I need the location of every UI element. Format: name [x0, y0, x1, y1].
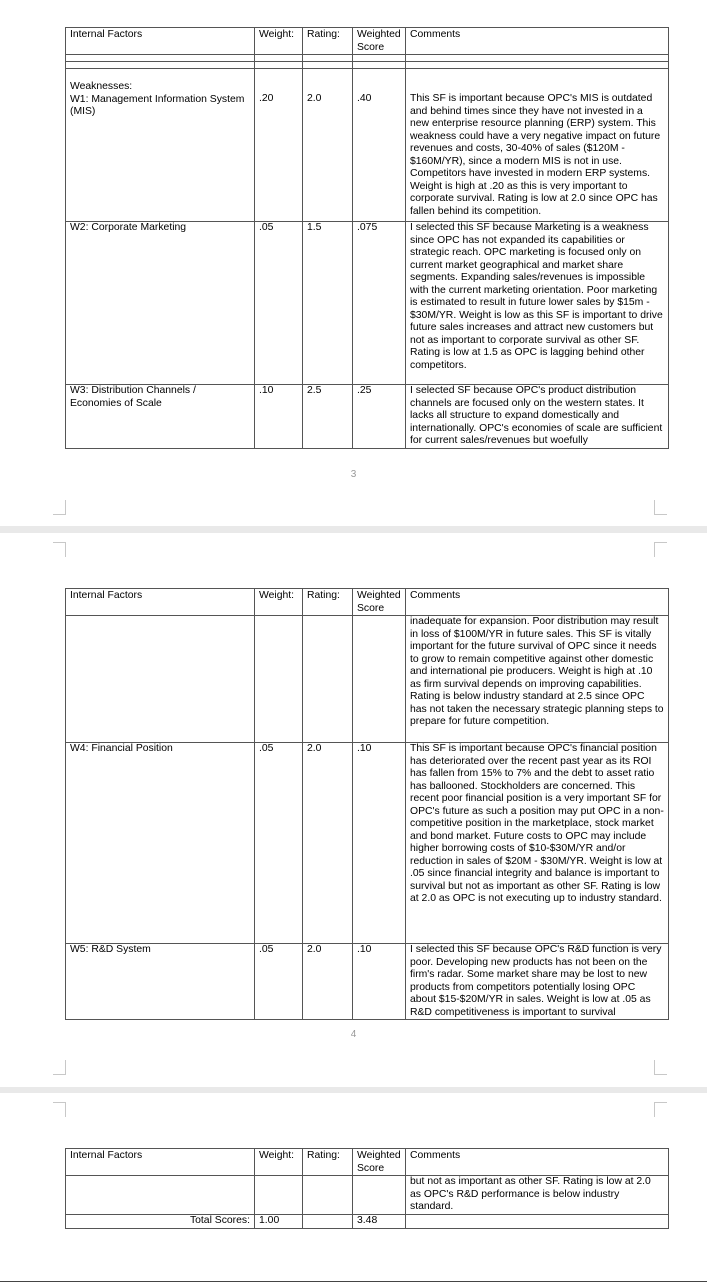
margin-corner-mark — [654, 500, 667, 515]
header-rating: Rating: — [303, 28, 353, 55]
internal-factors-table — [65, 588, 669, 1020]
total-score: 3.48 — [353, 1215, 406, 1229]
margin-corner-mark — [53, 1102, 66, 1117]
header-weighted-score: Weighted Score — [353, 28, 406, 55]
score-w2: .075 — [353, 222, 406, 385]
header-comments: Comments — [406, 589, 669, 616]
table-row — [66, 1176, 669, 1215]
table-spacer-row — [66, 55, 669, 62]
score-w4: .10 — [353, 743, 406, 944]
comment-w5-part1: I selected this SF because OPC's R&D function is very poor. Developing new products has not been on the firm's radar. Some market share may be lost to new products from competitors potentially losing OPC about $15-$20M/YR in sales. Weight is low at .05 as R&D competitiveness is important to survival — [406, 944, 669, 1020]
internal-factors-table — [65, 27, 669, 449]
table-row — [66, 616, 669, 743]
table-row — [66, 69, 669, 222]
document-page-5 — [0, 1093, 707, 1282]
table-header-row — [66, 589, 669, 616]
table-header-row — [66, 1149, 669, 1176]
total-weight: 1.00 — [255, 1215, 303, 1229]
header-weight: Weight: — [255, 589, 303, 616]
table-spacer-row — [66, 62, 669, 69]
score-w5: .10 — [353, 944, 406, 1020]
margin-corner-mark — [654, 1102, 667, 1117]
header-internal-factors: Internal Factors — [66, 1149, 255, 1176]
page-separator — [0, 526, 707, 533]
header-weight: Weight: — [255, 28, 303, 55]
margin-corner-mark — [654, 542, 667, 557]
header-internal-factors: Internal Factors — [66, 589, 255, 616]
factor-w2: W2: Corporate Marketing — [66, 222, 255, 385]
table-row — [66, 222, 669, 385]
table-row — [66, 743, 669, 944]
comment-w4: This SF is important because OPC's financial position has deteriorated over the recent past year as its ROI has fallen from 15% to 7% and the debt to asset ratio has ballooned. Stockholders are concerned. This recent poor financial position is a very important SF for OPC's future as such a position may put OPC in a non-competitive position in the marketplace, stock market and bond market. Future costs to OPC may include higher borrowing costs of $10-$30M/YR and/or reduction in sales of $20M - $30M/YR. Weight is low at .05 since financial integrity and balance is important to survival but not as important as other SF. Rating is low at 2.0 as OPC is not executing up to industry standard. — [406, 743, 669, 944]
rating-w4: 2.0 — [303, 743, 353, 944]
table-row — [66, 944, 669, 1020]
factor-w5: W5: R&D System — [66, 944, 255, 1020]
rating-w2: 1.5 — [303, 222, 353, 385]
page-number: 3 — [350, 469, 357, 480]
factor-w4: W4: Financial Position — [66, 743, 255, 944]
comment-w3-part1: I selected SF because OPC's product distribution channels are focused only on the western states. It lacks all structure to expand domestically and internationally. OPC's economies of scale are sufficient for current sales/revenues but woefully — [406, 385, 669, 449]
rating-w1: 2.0 — [303, 69, 353, 222]
header-weight: Weight: — [255, 1149, 303, 1176]
page-number: 4 — [350, 1029, 357, 1040]
header-rating: Rating: — [303, 1149, 353, 1176]
header-comments: Comments — [406, 28, 669, 55]
margin-corner-mark — [53, 500, 66, 515]
header-rating: Rating: — [303, 589, 353, 616]
factor-w1: W1: Management Information System (MIS) — [70, 93, 245, 117]
comment-w1: This SF is important because OPC's MIS is outdated and behind times since they have not invested in a new enterprise resource planning (ERP) system. This weakness could have a very negative impact on future revenues and costs, 30-40% of sales ($120M - $160M/YR), since a modern MIS is not in use. Competitors have invested in modern ERP systems. Weight is high at .20 as this is very important to corporate survival. Rating is low at 2.0 since OPC has fallen behind its competition. — [406, 69, 669, 222]
totals-row — [66, 1215, 669, 1229]
margin-corner-mark — [53, 542, 66, 557]
weight-w1: .20 — [255, 69, 303, 222]
header-comments: Comments — [406, 1149, 669, 1176]
header-internal-factors: Internal Factors — [66, 28, 255, 55]
table-header-row — [66, 28, 669, 55]
total-scores-label: Total Scores: — [66, 1215, 255, 1229]
internal-factors-table — [65, 1148, 669, 1229]
margin-corner-mark — [53, 1060, 66, 1075]
weight-w5: .05 — [255, 944, 303, 1020]
document-page-4 — [0, 533, 707, 1087]
margin-corner-mark — [654, 1060, 667, 1075]
table-row — [66, 385, 669, 449]
weaknesses-label: Weaknesses: — [70, 81, 133, 92]
comment-w2: I selected this SF because Marketing is a weakness since OPC has not expanded its capabilities or strategic reach. OPC marketing is focused only on current market geographical and market share segments. Expanding sales/revenues is impossible with the current marketing orientation. Poor marketing is estimated to result in future lower sales by $15m - $30M/YR. Weight is low as this SF is important to drive future sales increases and attract new customers but not as important to corporate survival as other SF. Rating is low at 1.5 as OPC is lagging behind other competitors. — [406, 222, 669, 385]
weight-w3: .10 — [255, 385, 303, 449]
rating-w5: 2.0 — [303, 944, 353, 1020]
score-w3: .25 — [353, 385, 406, 449]
document-page-3 — [0, 0, 707, 526]
weight-w4: .05 — [255, 743, 303, 944]
score-w1: .40 — [353, 69, 406, 222]
factor-w3: W3: Distribution Channels / Economies of Scale — [66, 385, 255, 449]
comment-w5-part2: but not as important as other SF. Rating is low at 2.0 as OPC's R&D performance is below industry standard. — [406, 1176, 669, 1215]
weight-w2: .05 — [255, 222, 303, 385]
header-weighted-score: Weighted Score — [353, 589, 406, 616]
header-weighted-score: Weighted Score — [353, 1149, 406, 1176]
comment-w3-part2: inadequate for expansion. Poor distribution may result in loss of $100M/YR in future sales. This SF is vitally important for the future survival of OPC since it needs to grow to remain competitive against other domestic and international pie producers. Weight is high at .10 as firm survival depends on improving capabilities. Rating is below industry standard at 2.5 since OPC has not taken the necessary strategic planning steps to prepare for future competition. — [406, 616, 669, 743]
rating-w3: 2.5 — [303, 385, 353, 449]
